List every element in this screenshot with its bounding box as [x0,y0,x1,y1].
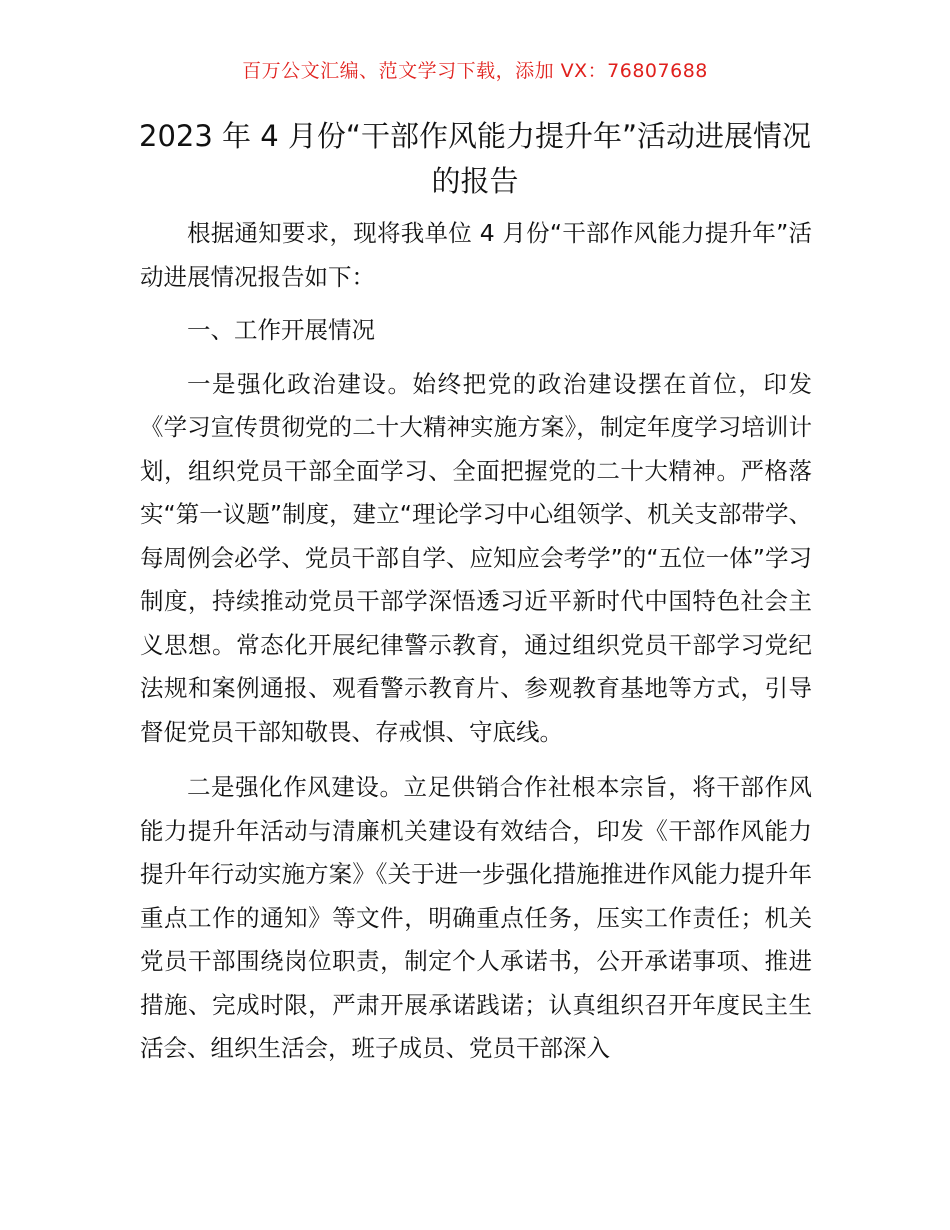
paragraph-political-building: 一是强化政治建设。始终把党的政治建设摆在首位，印发《学习宣传贯彻党的二十大精神实施方案》，制定年度学习培训计划，组织党员干部全面学习、全面把握党的二十大精神。严格落实“第一议题”制度，建立“理论学习中心组领学、机关支部带学、每周例会必学、党员干部自学、应知应会考学”的“五位一体”学习制度，持续推动党员干部学深悟透习近平新时代中国特色社会主义思想。常态化开展纪律警示教育，通过组织党员干部学习党纪法规和案例通报、观看警示教育片、参观教育基地等方式，引导督促党员干部知敬畏、存戒惧、守底线。 [140,369,812,746]
paragraph-intro: 根据通知要求，现将我单位 4 月份“干部作风能力提升年”活动进展情况报告如下： [140,219,812,291]
paragraph-style-building: 二是强化作风建设。立足供销合作社根本宗旨，将干部作风能力提升年活动与清廉机关建设有效结合，印发《干部作风能力提升年行动实施方案》《关于进一步强化措施推进作风能力提升年重点工作的通知》等文件，明确重点任务，压实工作责任；机关党员干部围绕岗位职责，制定个人承诺书，公开承诺事项、推进措施、完成时限，严肃开展承诺践诺；认真组织召开年度民主生活会、组织生活会，班子成员、党员干部深入 [140,773,812,1062]
document-body [140,212,812,1071]
document-title: 2023 年 4 月份“干部作风能力提升年”活动进展情况的报告 [139,119,811,198]
watermark-header: 百万公文汇编、范文学习下载，添加 VX：76807688 [242,60,708,82]
section-heading: 一、工作开展情况 [187,316,375,344]
